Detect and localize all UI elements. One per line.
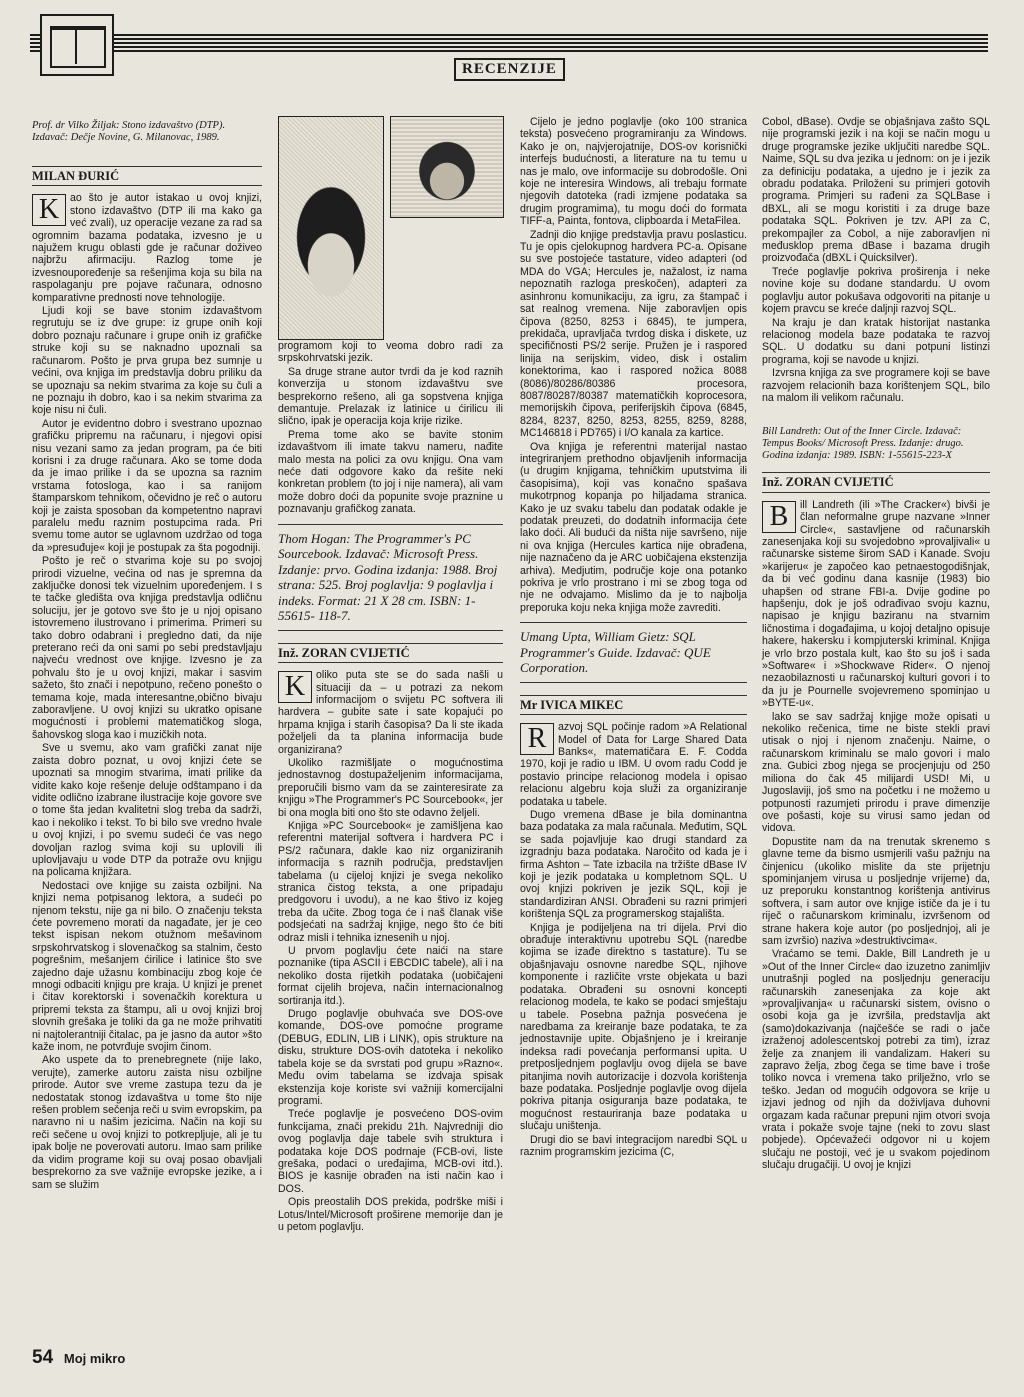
paragraph: Ljudi koji se bave stonim izdavaštvom regrutuju se iz dve grupe: iz grupe onih koji dobro poznaju računare i grupe onih iz grafičke struke koji su se naknadno upoznali sa računarom. Pošto je prva grupa bez sumnje u većini, ova knjiga im predstavlja dobru priliku da se upoznaju sa nekim stvarima za koje su čuli a ne poznaju ih dobro, kao i sa nekim stvarima za koje nisu ni čuli. bbox=[32, 305, 262, 417]
paragraph: Izvrsna knjiga za sve programere koji se bave razvojem relacionih baza korištenjem SQL, bilo na malom ili velikom računalu. bbox=[762, 367, 990, 404]
drop-cap: R bbox=[520, 723, 554, 755]
paragraph: Nedostaci ove knjige su zaista ozbiljni. Na knjizi nema potpisanog lektora, a sudeći po njenom tekstu, nije ga ni bilo. O značenju teksta ćete povremeno morati da nagađate, jer je ceo tekst ispisan nekom otužnom mešavinom srpskohrvatskog i slovenačkog sa stalnim, često pogrešnim, mešanjem ćirilice i latinice što sve zajedno daje užasnu kombinaciju zbog koje će mnogi odbaciti knjigu pre kraja. U knjizi je prenet i čitav korektorski i sovenačkih korektura u pripremi teksta za štampu, ali u ovoj knjizi broj slovnih grešaka je toliki da ga ne može prihvatiti ni najtolerantniji čitalac, pa je jasno da autor »što kaže inom, ne potvrđuje svojim činom. bbox=[32, 879, 262, 1054]
paragraph: Na kraju je dan kratak historijat nastanka relacionog modela baze podataka te razvoj SQL. U dodatku su dani potpuni listinzi programa, koji se navode u knjizi. bbox=[762, 316, 990, 366]
paragraph: Treće poglavlje pokriva proširenja i neke novine koje su dodane standardu. U ovom poglavlju autor pokušava odgovoriti na pitanje u kojem pravcu se kreće daljnji razvoj SQL. bbox=[762, 265, 990, 316]
drop-cap: B bbox=[762, 501, 796, 533]
paragraph: Autor je evidentno dobro i svestrano upoznao grafičku pripremu na računaru, i njegovi opisi nisu vezani samo za jedan program, pa će biti korisni i za druge računara. Ako se tome doda da je imao prilike i da se upozna sa raznim vrstama fotosloga, kao i sa ranijom štamparskom tehnikom, očevidno je reč o autoru koji je zaista sposoban da kompetentno napravi paralelu među raznim postupcima rada. Pri svemu tome autor se uglavnom uzdržao od toga da »presuđuje« koji je postupak za šta pogodniji. bbox=[32, 417, 262, 554]
paragraph: Pošto je reč o stvarima koje su po svojoj prirodi vizuelne, većina od nas je spremna da zaključke donosi tek vizuelnim upoređenjem. I s te tačke gledišta ova knjiga predstavlja odličnu soluciju, jer je gotovo sve što je u njoj opisano istovremeno ilustrovano i primerima. Primeri su tako dobro odabrani i pregledno dati, da nije preterano reći da oni sami po sebi predstavljaju najveću vrednost ove knjige. Izvesno je za pohvalu što je u ovoj knjizi, makar i sasvim sažeto, što znači i nepotpuno, rečeno ponešto o temama koje, mada interesantne,obično bivaju zaboravljene. U ovoj knjizi su ukratko opisane mogućnosti i problemi matematičkog sloga, šahovskog sloga kao i muzičkih nota. bbox=[32, 555, 262, 741]
paragraph: K oliko puta ste se do sada našli u situaciji da – u potrazi za nekom informacijom o svijetu PC softvera ili hardvera – gubite sate i sate kopajući po hrpama knjiga i starih časopisa? Da li ste ikada poželjeli da ta planina informacija bude organizirana? bbox=[278, 669, 503, 756]
paragraph: Ova knjiga je referentni materijal nastao integriranjem prethodno objavljenih informacija (u drugim knjigama, tehničkim uputstvima ili časopisima), koji vas konačno spašava mukotrpnog kopanja po hiljadama stranica. Kako je uz svaku tabelu dan podatak odakle je podatak preuzeti, do dodatnih informacija ćete lako doći. Ali budući da ništa nije savršeno, nije ni ova knjiga (Hercules kartica nije obrađena, nije naznačeno da je ARC uobičajena ekstenzija arhiva). Medjutim, područje koje ona potanko pokriva je vrlo prostrano i mi se zbog toga od nje ne odvajamo. Mislimo da je to najbolja preporuka koju neka knjiga može zavrediti. bbox=[520, 440, 747, 614]
magazine-name: Moj mikro bbox=[63, 1351, 126, 1366]
drop-cap: K bbox=[278, 671, 312, 703]
paragraph: Prema tome ako se bavite stonim izdavaštvom ili imate takvu nameru, nađite malo mesta na polici za ovu knjigu. Ona vam neće dati odgovore kako da rešite neki konkretan problem (to joj i nije namera), ali vam može dobro doći da popunite svoje praznine u poznavanju grafičkog zanata. bbox=[278, 428, 503, 516]
paragraph: K ao što je autor istakao u ovoj knjizi, stono izdavaštvo (DTP ili ma kako ga već zvali), uz operacije vezane za rad sa ogromnim bazama podataka, izvesno je u najužem krugu oblasti gde je računar doživeo najbržu afirmaciju. Razlog tome je izvesnoupoređenje sa rešenjima koja su bila na raspolaganju pre pojave računara, odnosno komparativne prednosti nove tehnologije. bbox=[32, 192, 262, 304]
paragraph: Treće poglavlje je posvećeno DOS-ovim funkcijama, znači prekidu 21h. Najvredniji dio ovog poglavlja daje tabele svih struktura i podataka koje DOS podrnaje (FCB-ovi, liste grešaka, podaci o uređajima, MCB-ovi itd.). BIOS je kasnije obrađen na isti način kao i DOS. bbox=[278, 1108, 503, 1195]
paragraph: Sa druge strane autor tvrdi da je kod raznih konverzija u stonom izdavaštvu sve besprekorno rešeno, ali ga sopstvena knjiga demantuje. Prelazak iz latinice u ćirilicu ili slično, ipak je operacija koja krije rizike. bbox=[278, 365, 503, 428]
paragraph: Dugo vremena dBase je bila dominantna baza podataka za mala računala. Međutim, SQL se sada pojavljuje kao drugi standard za izgradnju baza podataka. Naročito od kada je i firma Ashton – Tate izbacila na tržište dBase IV koji je jezik podataka u kompletnom SQL. U ovoj knjizi pokriven je jezik SQL, koji je standardiziran ANSI. Obrađeni su razni primjeri korištenja SQL za programerskog stajališta. bbox=[520, 809, 747, 921]
paragraph: R azvoj SQL počinje radom »A Relational Model of Data for Large Shared Data Banks«, matematičara E. F. Codda 1970, koji je radio u IBM. U ovom radu Codd je postavio principe relacionog modela i opisao relacionu algebru koja služi za organiziranje podataka u tabele. bbox=[520, 721, 747, 808]
book-icon bbox=[40, 14, 114, 76]
book-reference: Thom Hogan: The Programmer's PC Sourcebook. Izdavač: Microsoft Press. Izdanje: prvo. Godina izdanja: 1988. Broj strana: 525. Broj poglavlja: 9 poglavlja i indeks. Format: 21 X 28 cm. ISBN: 1-55615- 118-7. bbox=[278, 524, 503, 631]
book-reference: Prof. dr Vilko Žiljak: Stono izdavaštvo (DTP). Izdavač: Dečje Novine, G. Milanovac, 1989. bbox=[32, 120, 226, 143]
paragraph: U prvom poglavlju ćete naići na stare poznanike (tipa ASCII i EBCDIC tabele), ali i na nekoliko dosta rijetkih podataka (uobičajeni format cijelih brojeva, način internacionalnog sortiranja itd.). bbox=[278, 945, 503, 1007]
column-1 bbox=[32, 120, 262, 1192]
drop-cap: K bbox=[32, 194, 66, 226]
paragraph: Ukoliko razmišljate o mogućnostima jednostavnog dostupaželjenim informacijama, preporučili bismo vam da se zainteresirate za knjigu »The Programmer's PC Sourcebook«, jer bi ona mogla biti ono što ste odavno željeli. bbox=[278, 756, 503, 819]
portrait-photo bbox=[278, 116, 384, 340]
paragraph: Ako uspete da to prenebregnete (nije lako, verujte), zamerke autoru zaista nisu ozbiljne prirode. Autor sve vreme zastupa tezu da je nedostatak stonog izdavaštva u tome što nije rešen problem sečenja reči u svim evropskim, pa naravno ni u našim jezicima. Način na koji su reči sečene u ovoj knjizi to potkrepljuje, ali je tu ipak bolje ne poverovati autoru. Imao sam prilike da vidim programe koji su ovaj posao obavljali besprekorno za sve važnije evropske jezike, a i sam se služim bbox=[32, 1054, 262, 1191]
column-3 bbox=[520, 116, 747, 1159]
review-author: Mr IVICA MIKEC bbox=[520, 695, 747, 715]
review-author: Inž. ZORAN CVIJETIĆ bbox=[762, 472, 990, 492]
review-author: MILAN ĐURIĆ bbox=[32, 166, 262, 186]
paragraph: B ill Landreth (ili »The Cracker«) bivši je član neformalne grupe nazvane »Inner Circle«, sastavljene od računarskih zanesenjaka koji su svojedobno »provaljivali« u računarske sisteme širom SAD i Kanade. Svoju »karijeru« je započeo kao petnaestogodišnjak, da bi već godinu dana kasnije (1983) bio uhapšen od strane FBI-a. Dvije godine po hapšenju, dok je još odrađivao svoju kaznu, napisao je knjigu baziranu na stvarnim ličnostima i događajima, u kojoj detaljno opisuje hakere, hakersku i kompjuterski kriminal. Knjiga je vrlo brzo postala kult, kao što su još i sada »Software« i »Shockwave Rider«. O njenoj nezaobilaznosti u računarskoj kulturi govori i to da ju je Pournelle svojevremeno spominjao u »BYTE-u«. bbox=[762, 498, 990, 710]
review-author: Inž. ZORAN CVIJETIĆ bbox=[278, 643, 503, 663]
page-number: 54 bbox=[32, 1347, 54, 1368]
paragraph: Knjiga je podijeljena na tri dijela. Prvi dio obrađuje interaktivnu upotrebu SQL (naredbe kojima se izađe direktno s tastature). Tu se objašnjavaju osnovne naredbe SQL, njihove komponente i različite vrste objekata u bazi podataka. Obrađeni su osnovni koncepti relacionog modela, te kako se podaci smještaju u tabele. Posebna pažnja posvećena je naredbama za kreiranje baze podataka, te za jednostavnije upite. Objašnjeno je i kreiranje indeksa radi povećanja performansi upita. U pretposljednjem poglavlju ovog dijela se bave pitanjima novih autorizacije i dozvola korištenja baze podataka. Posljednje poglavlje ovog dijela pokriva pitanja osiguranja baze podataka, te mogućnost restauriranja baze podataka u slučaju uništenja. bbox=[520, 921, 747, 1133]
paragraph: Vraćamo se temi. Dakle, Bill Landreth je u »Out of the Inner Circle« dao izuzetno zanimljiv unutrašnji pogled na posljednju generaciju računarskih zanesenjaka za koje akt »provaljivanja« u računarski sistem, ovisno o osobi koja ga je izvršila, predstavlja akt (samo)dokazivanja (najčešće se radi o jače izraženoj adolescentskoj potrebi za tim), izraz želje za znanjem ili vandalizam. Hakeri su zapravo želja, zbog čega se time bave i troše toliko novca i vremena tako prilježno, vrlo se teško. Jedan od mogućih odgovora se krije u izjavi jednog od njih da doživljava duhovni orgazam kada računar prepuni njim otvori svoja vrata i pokaže svoje tajne (neki to zovu slast pobjede). Općevažeći odgovor ni u kojem slučaju ne postoji, već je u svakom pojedinom slučaju drugačiji. U ovoj je knjizi bbox=[762, 948, 990, 1172]
column-4 bbox=[762, 116, 990, 1173]
header-stripe bbox=[30, 34, 988, 54]
paragraph: lako se sav sadržaj knjige može opisati u nekoliko rečenica, time ne biste stekli pravi utisak o njoj i njenom značenju. Naime, o računarskom kriminalu se malo govori i malo zna. Gubici zbog njega se procjenjuju od 250 miliona do čak 45 milijardi USD! Mi, u Jugoslaviji, još smo na početku i ne možemo u potpunosti razumjeti prirodu i prave dimenzije ove pošasti, koje su virusi samo jedan od vidova. bbox=[762, 710, 990, 835]
paragraph: Knjiga »PC Sourcebook« je zamišljena kao referentni materijal softvera i hardvera PC i PS/2 računara, dakle kao niz organiziranih informacija s raznih područja, predstavljen tabelama (u cijeloj knjizi je svega nekoliko stranica čistog teksta, a one pripadaju predgovoru i uvodu), a ne kao štivo iz kojeg treba da učite. Zbog toga će i naš članak više podsjećati na sadržaj knjige, nego što će biti odraz misli i tehnika iznesenih u njoj. bbox=[278, 819, 503, 944]
page-footer bbox=[32, 1347, 125, 1369]
section-title: RECENZIJE bbox=[454, 58, 565, 81]
book-reference: Bill Landreth: Out of the Inner Circle. Izdavač: Tempus Books/ Microsoft Press. Izdanje: drugo. Godina izdanja: 1989. ISBN: 1-55615-223-X bbox=[762, 426, 964, 462]
paragraph: Cobol, dBase). Ovdje se objašnjava zašto SQL nije programski jezik i na koji se način mogu u druge programske jezike uključiti naredbe SQL. Naime, SQL su dva jezika u jednom: on je i jezik za definiciju podataka, a ujedno je i jezik za obradu podataka. Priloženi su primjeri gotovih programa. Primjeri su rađeni za SQLBase i dBXL, ali se mogu koristiti i za druge baze podataka SQL. Pokriven je tzv. API za C, prekompajler za Cobol, a nije zaboravljen ni međusklop prema dBase i bazama drugih proizvođača (dBXL i Quicksilver). bbox=[762, 116, 990, 265]
paragraph: Dopustite nam da na trenutak skrenemo s glavne teme da bismo usmjerili vašu pažnju na činjenicu (ukoliko mislite da ste prijetnju spominjanjem virusa u posljednje vrijeme) da, uz preporuku konstantnog korištenja antivirus softvera, i sam autor ove knjige ističe da je i tu riječ o računarskom kriminalu, izvršenom od strane hakera koje autor (po posljednjoj, ali je sam izvršio) naziva »destruktivcima«. bbox=[762, 835, 990, 947]
paragraph: Drugo poglavlje obuhvaća sve DOS-ove komande, DOS-ove pomoćne programe (DEBUG, EDLIN, LIB i LINK), opis strukture na disku, strukture DOS-ovih datoteka i nekoliko tabela koje se da svrstati pod grupu »Razno«. Među ovim tabelama se izdvaja spisak ekstenzija koje koriste svi važniji komercijalni programi. bbox=[278, 1008, 503, 1107]
paragraph: Zadnji dio knjige predstavlja pravu poslasticu. Tu je opis cjelokupnog hardvera PC-a. Opisane su sve postojeće tastature, video adapteri (od MDA do VGA; Hercules je, nažalost, iz nama nepoznatih razloga preskočen), adapteri za asinhronu komunikaciju, za igru, za štampač i sat realnog vremena. Nije zaboravljen opis čipova (8250, 8253 i 6845), te jumpera, prekidača, upravljača tvrdog diska i diskete, uz specifičnosti PS/2 serije. Pružen je i raspored linija na serijskim, video, disk i ostalim konektorima, kao i raspored nožica 8088 (8086)/80286/80386 procesora, 8087/80287/80387 matematičkih koprocesora, memorijskih čipova, periferijskih čipova (6845, 8284, 8237, 8250, 8253, 8255, 8259, 8288, MC146818 i PD765) i I/O kanala za kartice. bbox=[520, 228, 747, 440]
column-2 bbox=[278, 340, 503, 1234]
paragraph: programom koji to veoma dobro radi za srpskohrvatski jezik. bbox=[278, 340, 503, 365]
pixelated-portrait-photo bbox=[390, 116, 504, 218]
book-reference: Umang Upta, William Gietz: SQL Programmer's Guide. Izdavač: QUE Corporation. bbox=[520, 622, 747, 683]
paragraph: Cijelo je jedno poglavlje (oko 100 stranica teksta) posvećeno programiranju za Windows. Kako je on, najvjerojatnije, DOS-ov korisnički interfejs budućnosti, a literature na tu temu u nas je malo, ove informacije su dobrodošle. Oni koje ne interesira Windows, ali trebaju formate njegovih datoteka (radi izmjene podataka sa drugim programima), tu mogu doći do formata TIFF-a, Painta, fontova, clipboarda i MetaFilea. bbox=[520, 116, 747, 228]
paragraph: Drugi dio se bavi integracijom naredbi SQL u raznim programskim jezicima (C, bbox=[520, 1133, 747, 1158]
paragraph: Opis preostalih DOS prekida, podrške miši i Lotus/Intel/Microsoft proširene memorije dan je u petom poglavlju. bbox=[278, 1196, 503, 1233]
paragraph: Sve u svemu, ako vam grafički zanat nije zaista dobro poznat, u ovoj knjizi ćete se upoznati sa mnogim stvarima, imati prilike da vidite kako koje rešenje deluje odštampano i da vidite odlično izabrane ilustracije koje govore sve o tome šta jedan kvalitetni slog treba da sadrži, kao i nekoliko i tekst. To bi bilo sve vredno hvale u ovoj knjizi, i po svemu sudeći će vas nego dovoljan razlog svima koji su uplovili ili uplovljavaju u vode DTP da potraže ovu knjigu na policama knjižara. bbox=[32, 742, 262, 879]
